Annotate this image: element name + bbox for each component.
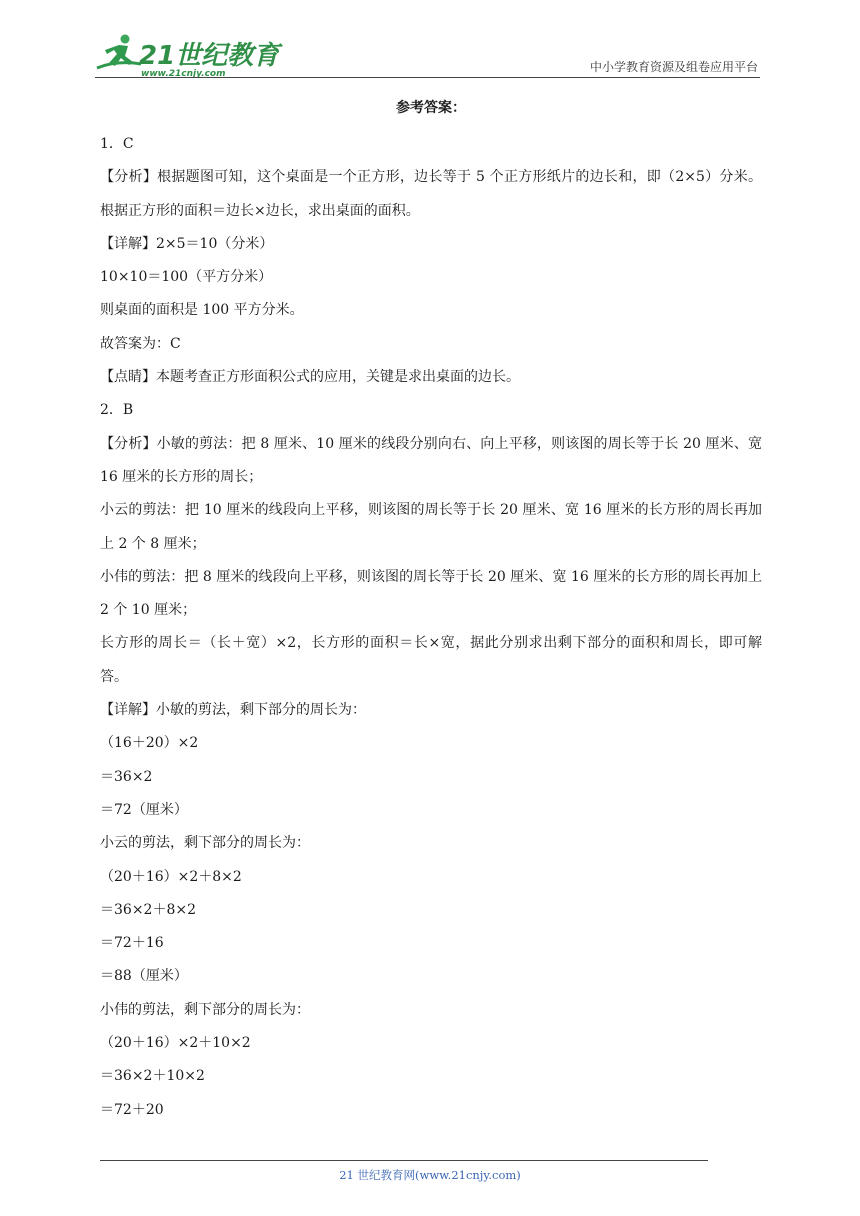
answer-line: ＝36×2 [100,768,153,785]
logo [95,32,280,79]
svg-text:21世纪教育: 21世纪教育 [139,41,280,71]
answer-line: ＝36×2＋10×2 [100,1068,205,1085]
answer-line: 小云的剪法，剩下部分的周长为： [100,835,310,852]
runner-icon [97,35,141,69]
answer-line: （20＋16）×2＋10×2 [100,1035,251,1052]
answer-line: 小云的剪法：把 10 厘米的线段向上平移，则该图的周长等于长 20 厘米、宽 16 厘米的长方形的周长再加上 2 个 8 厘米； [100,502,762,552]
platform-name: 中小学教育资源及组卷应用平台 [589,60,758,74]
header-divider [95,77,760,78]
answer-line: 小伟的剪法：把 8 厘米的线段向上平移，则该图的周长等于长 20 厘米、宽 16 厘米的长方形的周长再加上 2 个 10 厘米； [100,568,762,619]
answer-line: 故答案为：C [100,335,181,352]
footer-link[interactable]: 21 世纪教育网(www.21cnjy.com) [339,1168,521,1182]
answer-line: ＝36×2＋8×2 [100,901,196,918]
answer-line: 【详解】小敏的剪法，剩下部分的周长为： [100,702,366,719]
answer-line: ＝88（厘米） [100,968,188,985]
answer-line: 【分析】根据题图可知，这个桌面是一个正方形，边长等于 5 个正方形纸片的边长和，即（2×5）分米。根据正方形的面积＝边长×边长，求出桌面的面积。 [100,169,762,219]
answer-line: 【分析】小敏的剪法：把 8 厘米、10 厘米的线段分别向右、向上平移，则该图的周长等于长 20 厘米、宽 16 厘米的长方形的周长； [100,435,762,485]
answer-line: 【点睛】本题考查正方形面积公式的应用，关键是求出桌面的边长。 [100,369,520,386]
answer-line: （20＋16）×2＋8×2 [100,868,242,885]
answer-line: 则桌面的面积是 100 平方分米。 [100,302,304,319]
answer-line: 1．C [100,136,134,152]
answer-line: 2．B [100,402,134,419]
answer-line: 小伟的剪法，剩下部分的周长为： [100,1001,310,1018]
answer-line: 10×10＝100（平方分米） [100,269,273,286]
answer-line: ＝72（厘米） [100,801,188,818]
footer-divider [100,1160,708,1161]
answer-line: （16＋20）×2 [100,735,199,752]
answer-content [100,96,762,1127]
answer-line: 长方形的周长＝（长＋宽）×2，长方形的面积＝长×宽，据此分别求出剩下部分的面积和周长，即可解答。 [100,635,762,685]
answer-line: ＝72＋20 [100,1101,164,1118]
answer-line: 【详解】2×5＝10（分米） [100,235,274,252]
answer-line: ＝72＋16 [100,935,164,952]
page-header [95,30,760,80]
page-title: 参考答案： [396,100,466,116]
svg-text:www.21cnjy.com: www.21cnjy.com [141,69,226,79]
